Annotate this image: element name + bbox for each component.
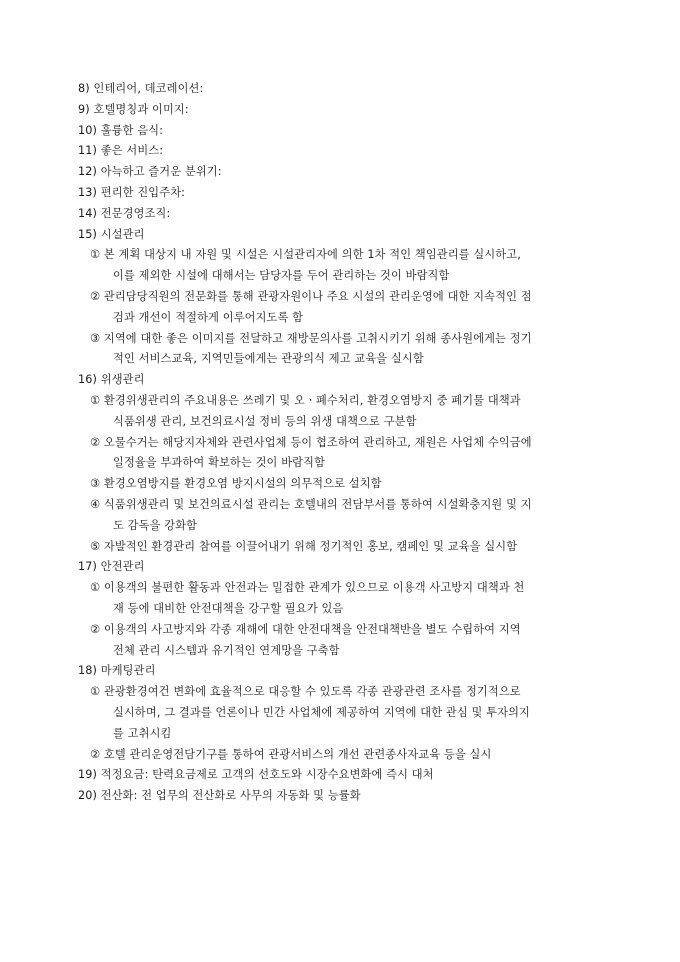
section-heading-line: 17) 안전관리 [78, 560, 145, 574]
list-item-line: ② 이용객의 사고방지와 각종 재해에 대한 안전대책을 안전대책반을 별도 수립하여 지역 [90, 622, 521, 636]
list-item-continuation-line: 이를 제외한 시설에 대해서는 담당자를 두어 관리하는 것이 바람직함 [113, 269, 450, 283]
section-heading-line: 12) 아늑하고 즐거운 분위기: [78, 165, 222, 179]
section-heading-line: 10) 훌륭한 음식: [78, 123, 164, 137]
list-item-continuation-line: 적인 서비스교육, 지역민들에게는 관광의식 제고 교육을 실시함 [113, 352, 424, 366]
list-item-continuation-line: 일정율을 부과하여 확보하는 것이 바람직함 [113, 456, 326, 470]
list-item-continuation-line: 전체 관리 시스템과 유기적인 연계망을 구축함 [113, 643, 340, 657]
list-item-line: ① 이용객의 불편한 활동과 안전과는 밀접한 관계가 있으므로 이용객 사고방지 대책과 천 [90, 581, 525, 595]
list-item-line: ② 관리담당직원의 전문화를 통해 관광자원이나 주요 시설의 관리운영에 대한 지속적인 점 [90, 289, 532, 303]
section-heading-line: 20) 전산화: 전 업무의 전산화로 사무의 자동화 및 능률화 [78, 789, 361, 803]
list-item-line: ③ 환경오염방지를 환경오염 방지시설의 의무적으로 설치함 [90, 477, 382, 491]
section-heading-line: 14) 전문경영조직: [78, 206, 171, 220]
list-item-line: ① 관광환경여건 변화에 효율적으로 대응할 수 있도록 각종 관광관련 조사를 정기적으로 [90, 685, 521, 699]
section-heading-line: 16) 위생관리 [78, 373, 145, 387]
list-item-continuation-line: 식품위생 관리, 보건의료시설 정비 등의 위생 대책으로 구분함 [113, 414, 417, 428]
section-heading-line: 19) 적정요금: 탄력요금제로 고객의 선호도와 시장수요변화에 즉시 대처 [78, 768, 434, 782]
list-item-continuation-line: 도 감독을 강화함 [113, 518, 198, 532]
list-item-continuation-line: 실시하며, 그 결과를 언론이나 민간 사업체에 제공하여 지역에 대한 관심 및 투자의지 [113, 705, 531, 719]
list-item-line: ② 오물수거는 해당지자체와 관련사업체 등이 협조하여 관리하고, 재원은 사업체 수익금에 [90, 435, 532, 449]
section-heading-line: 11) 좋은 서비스: [78, 144, 164, 158]
list-item-line: ① 본 계획 대상지 내 자원 및 시설은 시설관리자에 의한 1차 적인 책임관리를 실시하고, [90, 248, 521, 262]
list-item-line: ③ 지역에 대한 좋은 이미지를 전달하고 재방문의사를 고취시키기 위해 종사원에게는 정기 [90, 331, 532, 345]
list-item-continuation-line: 검과 개선이 적절하게 이루어지도록 함 [113, 310, 304, 324]
document-body [78, 79, 638, 807]
list-item-line: ⑤ 자발적인 환경관리 참여를 이끌어내기 위해 정기적인 홍보, 캠페인 및 교육을 실시함 [90, 539, 518, 553]
list-item-line: ② 호텔 관리운영전담기구를 통하여 관광서비스의 개선 관련종사자교육 등을 실시 [90, 747, 492, 761]
section-heading-line: 18) 마케팅관리 [78, 664, 156, 678]
section-heading-line: 13) 편리한 진입주차: [78, 185, 186, 199]
list-item-line: ① 환경위생관리의 주요내용은 쓰레기 및 오ㆍ폐수처리, 환경오염방지 중 폐기물 대책과 [90, 393, 521, 407]
list-item-continuation-line: 를 고취시킴 [113, 726, 172, 740]
list-item-continuation-line: 재 등에 대비한 안전대책을 강구할 필요가 있음 [113, 601, 344, 615]
section-heading-line: 9) 호텔명칭과 이미지: [78, 102, 189, 116]
section-heading-line: 15) 시설관리 [78, 227, 145, 241]
list-item-line: ④ 식품위생관리 및 보건의료시설 관리는 호텔내의 전담부서를 통하여 시설확충지원 및 지 [90, 497, 532, 511]
section-heading-line: 8) 인테리어, 데코레이션: [78, 82, 204, 95]
